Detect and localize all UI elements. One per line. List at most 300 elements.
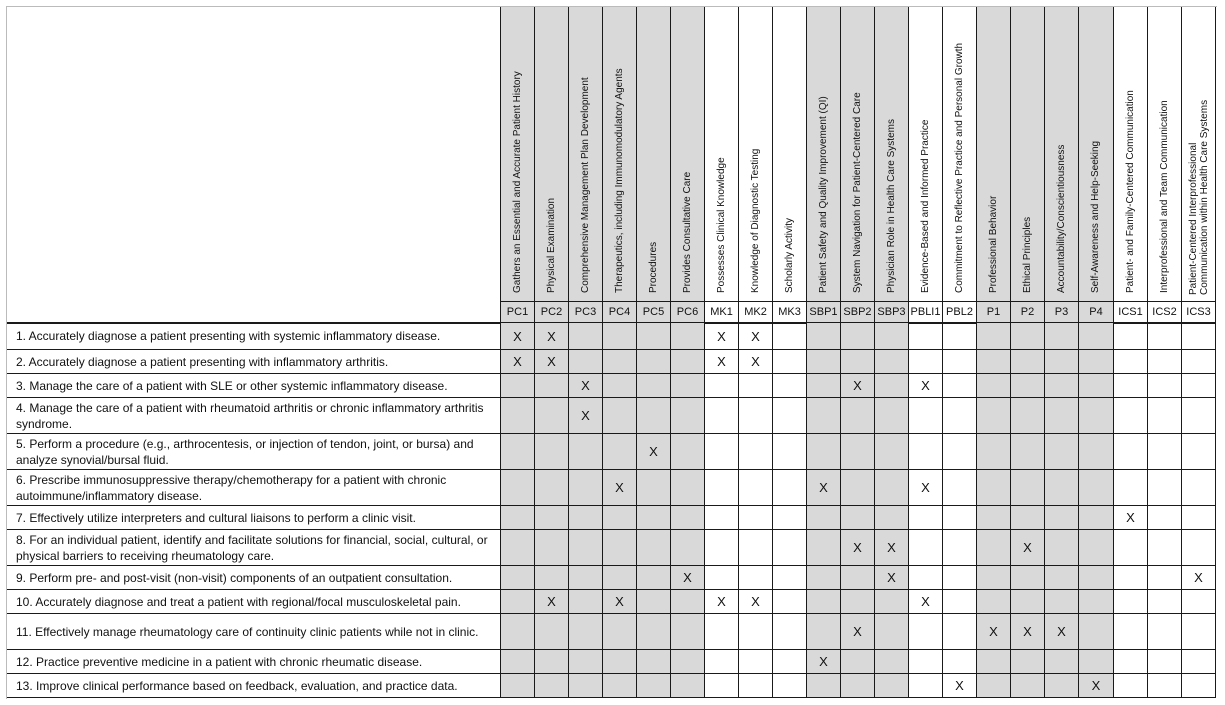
competency-mark: X bbox=[1023, 624, 1032, 639]
column-title-text: Commitment to Reflective Practice and Personal Growth bbox=[953, 42, 965, 293]
matrix-cell bbox=[603, 506, 637, 530]
matrix-cell bbox=[603, 650, 637, 674]
competency-mark: X bbox=[921, 594, 930, 609]
competency-mark: X bbox=[717, 354, 726, 369]
competency-mark: X bbox=[547, 328, 556, 344]
matrix-cell bbox=[773, 350, 807, 374]
competency-mark: X bbox=[1023, 540, 1032, 555]
competency-mark: X bbox=[853, 378, 862, 393]
column-code-pbl2: PBL2 bbox=[943, 302, 977, 323]
matrix-cell bbox=[807, 470, 841, 506]
matrix-cell bbox=[909, 350, 943, 374]
competency-mark: X bbox=[1194, 570, 1203, 585]
matrix-cell bbox=[773, 323, 807, 350]
matrix-cell bbox=[1011, 374, 1045, 398]
matrix-cell bbox=[569, 398, 603, 434]
competency-mark: X bbox=[819, 480, 828, 495]
matrix-cell bbox=[943, 530, 977, 566]
matrix-cell bbox=[501, 374, 535, 398]
matrix-cell bbox=[1114, 566, 1148, 590]
matrix-cell bbox=[1045, 398, 1079, 434]
column-code-ics3: ICS3 bbox=[1182, 302, 1216, 323]
matrix-cell bbox=[705, 650, 739, 674]
competency-mark: X bbox=[547, 594, 556, 609]
column-title-pc6 bbox=[671, 7, 705, 302]
matrix-cell bbox=[1079, 398, 1114, 434]
column-title-ics2 bbox=[1148, 7, 1182, 302]
matrix-cell bbox=[773, 650, 807, 674]
column-code-sbp1: SBP1 bbox=[807, 302, 841, 323]
matrix-cell bbox=[841, 566, 875, 590]
matrix-cell bbox=[943, 674, 977, 698]
matrix-cell bbox=[1182, 566, 1216, 590]
matrix-cell bbox=[705, 530, 739, 566]
matrix-cell bbox=[739, 566, 773, 590]
matrix-cell bbox=[807, 566, 841, 590]
column-code-ics1: ICS1 bbox=[1114, 302, 1148, 323]
matrix-cell bbox=[1148, 323, 1182, 350]
matrix-cell bbox=[603, 470, 637, 506]
matrix-cell bbox=[637, 590, 671, 614]
matrix-cell bbox=[535, 398, 569, 434]
matrix-cell bbox=[943, 614, 977, 650]
matrix-cell bbox=[1045, 674, 1079, 698]
competency-mark: X bbox=[887, 570, 896, 585]
matrix-cell bbox=[1011, 470, 1045, 506]
competency-mark: X bbox=[921, 378, 930, 393]
task-row-label: 4. Manage the care of a patient with rheumatoid arthritis or chronic inflammatory arthritis syndrome. bbox=[7, 398, 501, 434]
matrix-cell bbox=[739, 530, 773, 566]
column-title-text: Patient- and Family-Centered Communication bbox=[1124, 90, 1136, 293]
matrix-cell bbox=[977, 614, 1011, 650]
matrix-cell bbox=[569, 590, 603, 614]
matrix-cell bbox=[637, 674, 671, 698]
column-title-text: Physical Examination bbox=[545, 197, 557, 293]
matrix-cell bbox=[807, 398, 841, 434]
matrix-cell bbox=[501, 350, 535, 374]
column-code-pc5: PC5 bbox=[637, 302, 671, 323]
matrix-cell bbox=[977, 374, 1011, 398]
column-code-pbli1: PBLI1 bbox=[909, 302, 943, 323]
matrix-cell bbox=[807, 506, 841, 530]
matrix-cell bbox=[535, 506, 569, 530]
column-code-ics2: ICS2 bbox=[1148, 302, 1182, 323]
matrix-cell bbox=[1148, 674, 1182, 698]
matrix-cell bbox=[1148, 350, 1182, 374]
column-code-mk2: MK2 bbox=[739, 302, 773, 323]
task-row-label: 7. Effectively utilize interpreters and cultural liaisons to perform a clinic visit. bbox=[7, 506, 501, 530]
competency-mark: X bbox=[989, 624, 998, 639]
matrix-cell bbox=[841, 650, 875, 674]
matrix-cell bbox=[1182, 470, 1216, 506]
matrix-cell bbox=[569, 614, 603, 650]
matrix-cell bbox=[535, 374, 569, 398]
column-title-text: Patient Safety and Quality Improvement (QI) bbox=[817, 96, 829, 293]
matrix-cell bbox=[671, 566, 705, 590]
matrix-cell bbox=[535, 674, 569, 698]
matrix-cell bbox=[501, 566, 535, 590]
matrix-cell bbox=[875, 323, 909, 350]
matrix-cell bbox=[943, 374, 977, 398]
column-title-text: Possesses Clinical Knowledge bbox=[715, 157, 727, 293]
matrix-cell bbox=[1148, 590, 1182, 614]
column-code-pc2: PC2 bbox=[535, 302, 569, 323]
matrix-cell bbox=[705, 566, 739, 590]
matrix-cell bbox=[807, 434, 841, 470]
matrix-cell bbox=[739, 614, 773, 650]
matrix-cell bbox=[501, 650, 535, 674]
matrix-cell bbox=[501, 506, 535, 530]
matrix-cell bbox=[943, 506, 977, 530]
matrix-cell bbox=[535, 650, 569, 674]
matrix-cell bbox=[977, 350, 1011, 374]
matrix-cell bbox=[807, 530, 841, 566]
matrix-cell bbox=[671, 506, 705, 530]
matrix-cell bbox=[807, 323, 841, 350]
matrix-cell bbox=[841, 674, 875, 698]
matrix-cell bbox=[1011, 614, 1045, 650]
matrix-cell bbox=[909, 374, 943, 398]
matrix-cell bbox=[637, 434, 671, 470]
competency-mark: X bbox=[1091, 678, 1101, 693]
matrix-cell bbox=[773, 566, 807, 590]
matrix-cell bbox=[875, 398, 909, 434]
matrix-cell bbox=[501, 323, 535, 350]
matrix-cell bbox=[1148, 566, 1182, 590]
column-title-text: Evidence-Based and Informed Practice bbox=[919, 119, 931, 293]
column-title-mk3 bbox=[773, 7, 807, 302]
column-code-mk1: MK1 bbox=[705, 302, 739, 323]
matrix-cell bbox=[603, 590, 637, 614]
matrix-cell bbox=[841, 374, 875, 398]
column-title-text: Gathers an Essential and Accurate Patient History bbox=[511, 71, 523, 293]
competency-mark: X bbox=[751, 354, 760, 369]
matrix-cell bbox=[1182, 434, 1216, 470]
column-title-p2 bbox=[1011, 7, 1045, 302]
matrix-cell bbox=[671, 470, 705, 506]
column-title-ics1 bbox=[1114, 7, 1148, 302]
column-title-text: Provides Consultative Care bbox=[681, 171, 693, 293]
matrix-cell bbox=[739, 650, 773, 674]
column-title-text: Knowledge of Diagnostic Testing bbox=[749, 148, 761, 293]
matrix-cell bbox=[1011, 323, 1045, 350]
column-title-mk1 bbox=[705, 7, 739, 302]
matrix-cell bbox=[807, 350, 841, 374]
matrix-cell bbox=[1079, 614, 1114, 650]
column-code-pc6: PC6 bbox=[671, 302, 705, 323]
matrix-cell bbox=[773, 374, 807, 398]
competency-mark: X bbox=[1126, 510, 1135, 525]
matrix-cell bbox=[535, 350, 569, 374]
matrix-cell bbox=[637, 470, 671, 506]
matrix-cell bbox=[705, 674, 739, 698]
matrix-cell bbox=[841, 350, 875, 374]
column-title-text: Procedures bbox=[647, 241, 659, 293]
matrix-cell bbox=[1148, 650, 1182, 674]
competency-mark: X bbox=[955, 678, 964, 693]
competency-mark: X bbox=[683, 570, 692, 585]
column-title-ics3 bbox=[1182, 7, 1216, 302]
matrix-cell bbox=[1045, 650, 1079, 674]
matrix-cell bbox=[773, 470, 807, 506]
column-title-pbli1 bbox=[909, 7, 943, 302]
matrix-cell bbox=[637, 506, 671, 530]
matrix-cell bbox=[977, 650, 1011, 674]
matrix-cell bbox=[841, 590, 875, 614]
matrix-cell bbox=[875, 530, 909, 566]
matrix-cell bbox=[1079, 650, 1114, 674]
matrix-cell bbox=[1045, 434, 1079, 470]
competency-mark: X bbox=[513, 354, 522, 369]
matrix-cell bbox=[841, 530, 875, 566]
matrix-cell bbox=[875, 650, 909, 674]
matrix-cell bbox=[603, 323, 637, 350]
matrix-cell bbox=[943, 566, 977, 590]
matrix-cell bbox=[603, 398, 637, 434]
column-title-text: Comprehensive Management Plan Development bbox=[579, 77, 591, 293]
matrix-cell bbox=[909, 506, 943, 530]
matrix-cell bbox=[875, 350, 909, 374]
matrix-cell bbox=[1114, 674, 1148, 698]
matrix-cell bbox=[637, 350, 671, 374]
column-title-text: Self-Awareness and Help-Seeking bbox=[1090, 140, 1101, 293]
matrix-cell bbox=[535, 530, 569, 566]
matrix-cell bbox=[603, 530, 637, 566]
matrix-cell bbox=[1182, 323, 1216, 350]
matrix-cell bbox=[807, 374, 841, 398]
matrix-cell bbox=[1011, 566, 1045, 590]
matrix-cell bbox=[1114, 530, 1148, 566]
matrix-cell bbox=[841, 470, 875, 506]
matrix-cell bbox=[1045, 614, 1079, 650]
matrix-cell bbox=[569, 566, 603, 590]
matrix-cell bbox=[705, 614, 739, 650]
matrix-cell bbox=[569, 350, 603, 374]
matrix-cell bbox=[671, 590, 705, 614]
matrix-cell bbox=[1045, 530, 1079, 566]
matrix-cell bbox=[1114, 398, 1148, 434]
matrix-cell bbox=[1148, 506, 1182, 530]
matrix-cell bbox=[841, 398, 875, 434]
matrix-cell bbox=[705, 374, 739, 398]
matrix-cell bbox=[535, 434, 569, 470]
matrix-cell bbox=[705, 470, 739, 506]
matrix-cell bbox=[909, 566, 943, 590]
matrix-cell bbox=[569, 674, 603, 698]
task-row-label: 6. Prescribe immunosuppressive therapy/chemotherapy for a patient with chronic autoimmune/inflammatory disease. bbox=[7, 470, 501, 506]
matrix-cell bbox=[1182, 614, 1216, 650]
matrix-cell bbox=[1182, 590, 1216, 614]
matrix-cell bbox=[909, 590, 943, 614]
matrix-cell bbox=[807, 614, 841, 650]
matrix-cell bbox=[943, 590, 977, 614]
matrix-cell bbox=[705, 434, 739, 470]
column-title-text: Ethical Principles bbox=[1021, 216, 1033, 293]
matrix-cell bbox=[773, 590, 807, 614]
matrix-cell bbox=[1079, 566, 1114, 590]
matrix-cell bbox=[739, 350, 773, 374]
column-code-sbp2: SBP2 bbox=[841, 302, 875, 323]
matrix-cell bbox=[1045, 323, 1079, 350]
column-title-p3 bbox=[1045, 7, 1079, 302]
matrix-cell bbox=[705, 590, 739, 614]
matrix-cell bbox=[671, 434, 705, 470]
matrix-cell bbox=[909, 470, 943, 506]
matrix-cell bbox=[637, 614, 671, 650]
matrix-cell bbox=[773, 434, 807, 470]
matrix-cell bbox=[943, 323, 977, 350]
matrix-cell bbox=[1079, 590, 1114, 614]
matrix-cell bbox=[501, 530, 535, 566]
column-code-p4: P4 bbox=[1079, 302, 1114, 323]
matrix-cell bbox=[637, 566, 671, 590]
matrix-cell bbox=[535, 323, 569, 350]
column-title-sbp3 bbox=[875, 7, 909, 302]
column-code-p3: P3 bbox=[1045, 302, 1079, 323]
matrix-cell bbox=[909, 323, 943, 350]
matrix-cell bbox=[1148, 398, 1182, 434]
matrix-cell bbox=[705, 350, 739, 374]
matrix-cell bbox=[909, 614, 943, 650]
matrix-cell bbox=[569, 530, 603, 566]
matrix-cell bbox=[1011, 650, 1045, 674]
competency-mark: X bbox=[751, 594, 760, 609]
matrix-cell bbox=[1079, 470, 1114, 506]
matrix-cell bbox=[1079, 674, 1114, 698]
matrix-cell bbox=[1182, 506, 1216, 530]
matrix-cell bbox=[535, 614, 569, 650]
matrix-cell bbox=[1148, 530, 1182, 566]
matrix-cell bbox=[875, 434, 909, 470]
task-row-label: 12. Practice preventive medicine in a patient with chronic rheumatic disease. bbox=[7, 650, 501, 674]
matrix-cell bbox=[1045, 470, 1079, 506]
matrix-cell bbox=[1011, 674, 1045, 698]
matrix-cell bbox=[773, 398, 807, 434]
matrix-cell bbox=[705, 398, 739, 434]
matrix-cell bbox=[1079, 530, 1114, 566]
column-title-sbp1 bbox=[807, 7, 841, 302]
matrix-cell bbox=[773, 506, 807, 530]
matrix-cell bbox=[569, 323, 603, 350]
column-title-p1 bbox=[977, 7, 1011, 302]
matrix-cell bbox=[1148, 470, 1182, 506]
matrix-cell bbox=[841, 506, 875, 530]
task-row-label: 5. Perform a procedure (e.g., arthrocentesis, or injection of tendon, joint, or bursa) and analyze synovial/bursal fluid. bbox=[7, 434, 501, 470]
matrix-cell bbox=[773, 674, 807, 698]
task-row-label: 11. Effectively manage rheumatology care of continuity clinic patients while not in clinic. bbox=[7, 614, 501, 650]
matrix-cell bbox=[671, 530, 705, 566]
competency-mark: X bbox=[717, 594, 726, 609]
competency-mark: X bbox=[717, 328, 726, 344]
matrix-cell bbox=[977, 566, 1011, 590]
matrix-cell bbox=[1182, 350, 1216, 374]
column-title-pc2 bbox=[535, 7, 569, 302]
column-title-text: Patient-Centered Interprofessional Communication within Health Care Systems bbox=[1187, 99, 1210, 295]
matrix-cell bbox=[807, 650, 841, 674]
matrix-cell bbox=[1114, 374, 1148, 398]
matrix-cell bbox=[1079, 434, 1114, 470]
matrix-cell bbox=[943, 434, 977, 470]
matrix-cell bbox=[909, 650, 943, 674]
column-title-text: Physician Role in Health Care Systems bbox=[885, 119, 897, 293]
matrix-cell bbox=[501, 614, 535, 650]
column-code-pc4: PC4 bbox=[603, 302, 637, 323]
column-title-pc1 bbox=[501, 7, 535, 302]
matrix-cell bbox=[739, 674, 773, 698]
matrix-cell bbox=[1045, 506, 1079, 530]
matrix-cell bbox=[1182, 374, 1216, 398]
matrix-cell bbox=[773, 530, 807, 566]
column-title-mk2 bbox=[739, 7, 773, 302]
matrix-cell bbox=[637, 398, 671, 434]
matrix-cell bbox=[739, 434, 773, 470]
matrix-cell bbox=[637, 323, 671, 350]
matrix-cell bbox=[1148, 614, 1182, 650]
matrix-cell bbox=[739, 374, 773, 398]
matrix-cell bbox=[535, 470, 569, 506]
matrix-cell bbox=[1079, 506, 1114, 530]
matrix-cell bbox=[1114, 470, 1148, 506]
matrix-cell bbox=[773, 614, 807, 650]
task-row-label: 9. Perform pre- and post-visit (non-visit) components of an outpatient consultation. bbox=[7, 566, 501, 590]
matrix-cell bbox=[739, 470, 773, 506]
column-code-pc1: PC1 bbox=[501, 302, 535, 323]
matrix-cell bbox=[1114, 506, 1148, 530]
column-code-p1: P1 bbox=[977, 302, 1011, 323]
matrix-cell bbox=[739, 398, 773, 434]
task-row-label: 8. For an individual patient, identify and facilitate solutions for financial, social, cultural, or physical barriers to receiving rheumatology care. bbox=[7, 530, 501, 566]
competency-mark: X bbox=[1057, 624, 1066, 639]
matrix-cell bbox=[671, 674, 705, 698]
column-code-sbp3: SBP3 bbox=[875, 302, 909, 323]
competency-mark: X bbox=[921, 480, 930, 495]
matrix-cell bbox=[1045, 566, 1079, 590]
matrix-cell bbox=[569, 650, 603, 674]
matrix-cell bbox=[1182, 398, 1216, 434]
matrix-cell bbox=[875, 374, 909, 398]
matrix-cell bbox=[671, 350, 705, 374]
matrix-cell bbox=[637, 530, 671, 566]
matrix-cell bbox=[1011, 434, 1045, 470]
matrix-cell bbox=[875, 590, 909, 614]
matrix-cell bbox=[841, 434, 875, 470]
column-title-text: Therapeutics, including Immunomodulatory Agents bbox=[613, 68, 625, 293]
column-title-pc3 bbox=[569, 7, 603, 302]
competency-mark: X bbox=[615, 480, 624, 495]
task-row-label: 2. Accurately diagnose a patient presenting with inflammatory arthritis. bbox=[7, 350, 501, 374]
competency-mark: X bbox=[853, 540, 862, 555]
competency-mark: X bbox=[513, 328, 522, 344]
matrix-cell bbox=[1148, 434, 1182, 470]
matrix-cell bbox=[1079, 374, 1114, 398]
matrix-cell bbox=[977, 674, 1011, 698]
matrix-cell bbox=[909, 398, 943, 434]
matrix-cell bbox=[671, 398, 705, 434]
matrix-cell bbox=[705, 506, 739, 530]
matrix-cell bbox=[637, 650, 671, 674]
matrix-cell bbox=[1114, 650, 1148, 674]
column-title-pc4 bbox=[603, 7, 637, 302]
matrix-cell bbox=[943, 350, 977, 374]
column-title-pc5 bbox=[637, 7, 671, 302]
competency-mark: X bbox=[819, 654, 828, 669]
matrix-cell bbox=[501, 674, 535, 698]
matrix-cell bbox=[1011, 398, 1045, 434]
competency-mark: X bbox=[887, 540, 896, 555]
matrix-cell bbox=[603, 566, 637, 590]
matrix-cell bbox=[1079, 350, 1114, 374]
matrix-cell bbox=[1114, 350, 1148, 374]
